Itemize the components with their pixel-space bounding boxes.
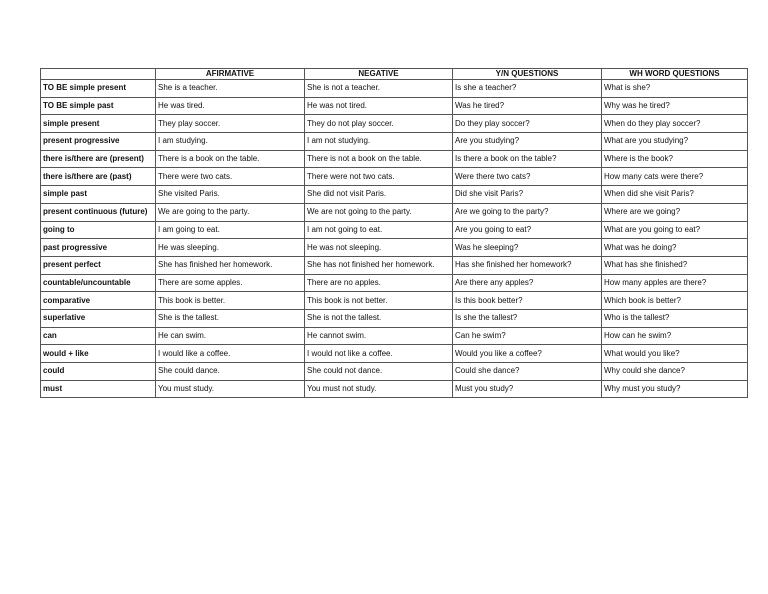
- row-label: TO BE simple present: [41, 80, 156, 98]
- wh-question-cell: Which book is better?: [602, 292, 748, 310]
- table-row: [41, 186, 748, 204]
- table-header: [41, 69, 748, 80]
- wh-question-cell: What is she?: [602, 80, 748, 98]
- affirmative-cell: She could dance.: [156, 363, 305, 381]
- negative-cell: They do not play soccer.: [305, 115, 453, 133]
- negative-cell: There are no apples.: [305, 274, 453, 292]
- row-label: present continuous (future): [41, 203, 156, 221]
- negative-cell: You must not study.: [305, 380, 453, 398]
- yn-question-cell: Was he tired?: [453, 97, 602, 115]
- header-cell-wh-questions: WH WORD QUESTIONS: [602, 69, 748, 80]
- row-label: present progressive: [41, 133, 156, 151]
- negative-cell: There is not a book on the table.: [305, 150, 453, 168]
- wh-question-cell: Where is the book?: [602, 150, 748, 168]
- table-row: [41, 274, 748, 292]
- table-row: [41, 203, 748, 221]
- negative-cell: He was not sleeping.: [305, 239, 453, 257]
- row-label: countable/uncountable: [41, 274, 156, 292]
- yn-question-cell: Are we going to the party?: [453, 203, 602, 221]
- negative-cell: He was not tired.: [305, 97, 453, 115]
- yn-question-cell: Is she the tallest?: [453, 309, 602, 327]
- yn-question-cell: Could she dance?: [453, 363, 602, 381]
- header-cell-blank: [41, 69, 156, 80]
- row-label: present perfect: [41, 256, 156, 274]
- grammar-table: [40, 68, 748, 398]
- table-row: [41, 150, 748, 168]
- negative-cell: She did not visit Paris.: [305, 186, 453, 204]
- wh-question-cell: How many apples are there?: [602, 274, 748, 292]
- table-row: [41, 168, 748, 186]
- yn-question-cell: Is this book better?: [453, 292, 602, 310]
- row-label: past progressive: [41, 239, 156, 257]
- wh-question-cell: Who is the tallest?: [602, 309, 748, 327]
- yn-question-cell: Is there a book on the table?: [453, 150, 602, 168]
- negative-cell: This book is not better.: [305, 292, 453, 310]
- yn-question-cell: Do they play soccer?: [453, 115, 602, 133]
- negative-cell: She could not dance.: [305, 363, 453, 381]
- wh-question-cell: Why must you study?: [602, 380, 748, 398]
- affirmative-cell: She has finished her homework.: [156, 256, 305, 274]
- wh-question-cell: How many cats were there?: [602, 168, 748, 186]
- affirmative-cell: She is a teacher.: [156, 80, 305, 98]
- negative-cell: I would not like a coffee.: [305, 345, 453, 363]
- yn-question-cell: Was he sleeping?: [453, 239, 602, 257]
- affirmative-cell: I would like a coffee.: [156, 345, 305, 363]
- table-body: [41, 80, 748, 398]
- row-label: would + like: [41, 345, 156, 363]
- row-label: superlative: [41, 309, 156, 327]
- yn-question-cell: Must you study?: [453, 380, 602, 398]
- wh-question-cell: What are you going to eat?: [602, 221, 748, 239]
- wh-question-cell: What was he doing?: [602, 239, 748, 257]
- negative-cell: I am not studying.: [305, 133, 453, 151]
- negative-cell: She is not the tallest.: [305, 309, 453, 327]
- yn-question-cell: Is she a teacher?: [453, 80, 602, 98]
- affirmative-cell: I am going to eat.: [156, 221, 305, 239]
- affirmative-cell: I am studying.: [156, 133, 305, 151]
- affirmative-cell: We are going to the party.: [156, 203, 305, 221]
- affirmative-cell: You must study.: [156, 380, 305, 398]
- wh-question-cell: Why was he tired?: [602, 97, 748, 115]
- row-label: comparative: [41, 292, 156, 310]
- affirmative-cell: There is a book on the table.: [156, 150, 305, 168]
- yn-question-cell: Are there any apples?: [453, 274, 602, 292]
- negative-cell: There were not two cats.: [305, 168, 453, 186]
- negative-cell: She has not finished her homework.: [305, 256, 453, 274]
- table-row: [41, 309, 748, 327]
- table-row: [41, 80, 748, 98]
- header-cell-negative: NEGATIVE: [305, 69, 453, 80]
- table-row: [41, 239, 748, 257]
- table-row: [41, 97, 748, 115]
- yn-question-cell: Are you going to eat?: [453, 221, 602, 239]
- row-label: there is/there are (present): [41, 150, 156, 168]
- wh-question-cell: When do they play soccer?: [602, 115, 748, 133]
- table-row: [41, 115, 748, 133]
- affirmative-cell: She visited Paris.: [156, 186, 305, 204]
- wh-question-cell: When did she visit Paris?: [602, 186, 748, 204]
- table-row: [41, 256, 748, 274]
- wh-question-cell: What has she finished?: [602, 256, 748, 274]
- row-label: can: [41, 327, 156, 345]
- affirmative-cell: She is the tallest.: [156, 309, 305, 327]
- row-label: simple past: [41, 186, 156, 204]
- table-row: [41, 380, 748, 398]
- affirmative-cell: He was tired.: [156, 97, 305, 115]
- row-label: TO BE simple past: [41, 97, 156, 115]
- yn-question-cell: Has she finished her homework?: [453, 256, 602, 274]
- header-row: [41, 69, 748, 80]
- wh-question-cell: How can he swim?: [602, 327, 748, 345]
- affirmative-cell: There are some apples.: [156, 274, 305, 292]
- yn-question-cell: Are you studying?: [453, 133, 602, 151]
- negative-cell: He cannot swim.: [305, 327, 453, 345]
- yn-question-cell: Were there two cats?: [453, 168, 602, 186]
- table-row: [41, 363, 748, 381]
- negative-cell: She is not a teacher.: [305, 80, 453, 98]
- table-row: [41, 345, 748, 363]
- row-label: could: [41, 363, 156, 381]
- affirmative-cell: They play soccer.: [156, 115, 305, 133]
- table-row: [41, 327, 748, 345]
- affirmative-cell: This book is better.: [156, 292, 305, 310]
- header-cell-yn-questions: Y/N QUESTIONS: [453, 69, 602, 80]
- yn-question-cell: Can he swim?: [453, 327, 602, 345]
- table-row: [41, 221, 748, 239]
- affirmative-cell: He was sleeping.: [156, 239, 305, 257]
- affirmative-cell: There were two cats.: [156, 168, 305, 186]
- wh-question-cell: Where are we going?: [602, 203, 748, 221]
- affirmative-cell: He can swim.: [156, 327, 305, 345]
- row-label: going to: [41, 221, 156, 239]
- yn-question-cell: Would you like a coffee?: [453, 345, 602, 363]
- row-label: must: [41, 380, 156, 398]
- row-label: there is/there are (past): [41, 168, 156, 186]
- table-row: [41, 133, 748, 151]
- header-cell-affirmative: AFIRMATIVE: [156, 69, 305, 80]
- wh-question-cell: What would you like?: [602, 345, 748, 363]
- wh-question-cell: What are you studying?: [602, 133, 748, 151]
- yn-question-cell: Did she visit Paris?: [453, 186, 602, 204]
- wh-question-cell: Why could she dance?: [602, 363, 748, 381]
- row-label: simple present: [41, 115, 156, 133]
- negative-cell: We are not going to the party.: [305, 203, 453, 221]
- negative-cell: I am not going to eat.: [305, 221, 453, 239]
- table-row: [41, 292, 748, 310]
